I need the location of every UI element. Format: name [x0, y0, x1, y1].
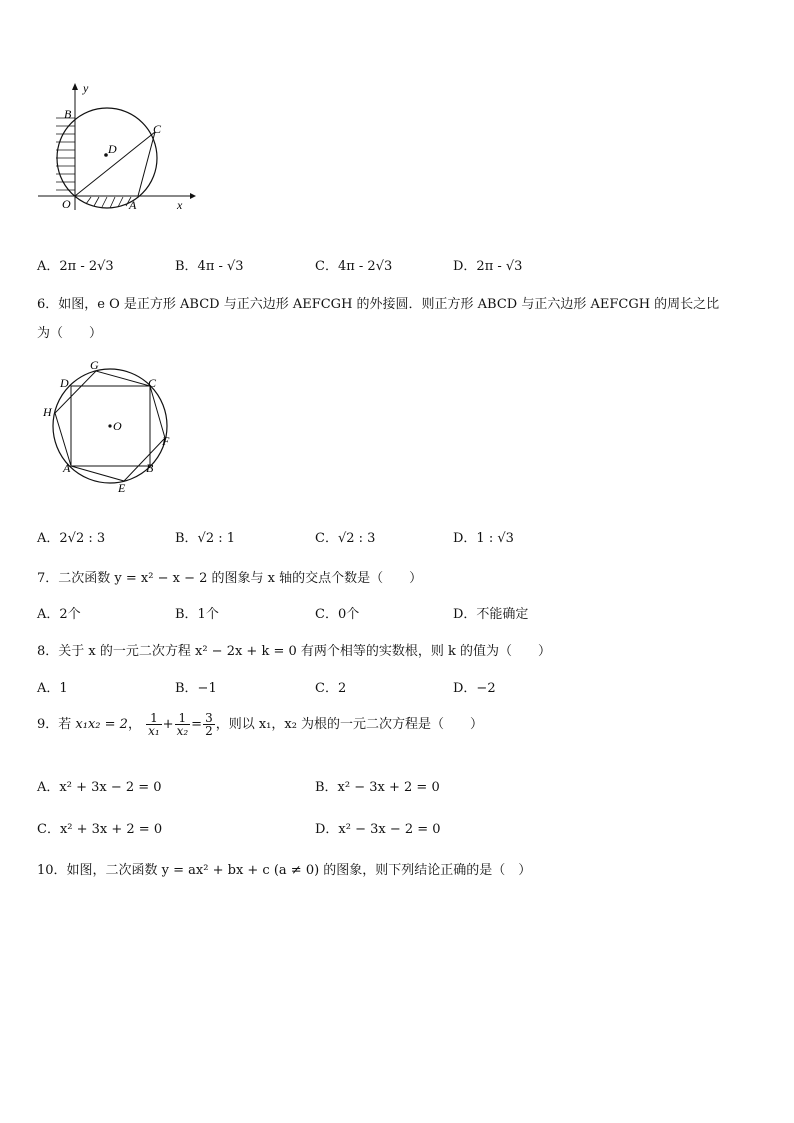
q7-option-b[interactable]: B．1个	[175, 607, 219, 622]
q5-option-c[interactable]: C．4π - 2√3	[315, 259, 393, 274]
label-O: O	[62, 197, 71, 211]
q7-option-d[interactable]: D．不能确定	[453, 607, 529, 622]
label-A: A	[129, 198, 137, 212]
q9-option-b[interactable]: B．x² − 3x + 2 = 0	[315, 780, 440, 795]
label-B: B	[64, 107, 72, 121]
label-x: x	[177, 198, 183, 212]
figure-circle-shaded	[36, 78, 206, 218]
label-E: E	[118, 481, 126, 495]
figure-square-hexagon	[38, 356, 188, 496]
label-B: B	[146, 461, 154, 475]
q9-sep: ，	[127, 717, 141, 732]
label-A: A	[63, 461, 71, 475]
q9-frac2: $\frac{1}{\text{x₂}}$	[176, 711, 189, 738]
q6-option-a[interactable]: A．2√2 : 3	[37, 531, 106, 546]
label-H: H	[43, 405, 52, 419]
q8-text: 8．关于 x 的一元二次方程 x² − 2x + k = 0 有两个相等的实数根，则 k 的值为（ ）	[37, 644, 552, 659]
q6-text-line2: 为（ ）	[37, 326, 103, 341]
q9-option-c[interactable]: C．x² + 3x + 2 = 0	[37, 822, 163, 837]
label-D: D	[60, 376, 69, 390]
q5-option-a[interactable]: A．2π - 2√3	[37, 259, 114, 274]
q6-option-c[interactable]: C．√2 : 3	[315, 531, 376, 546]
q6-option-d[interactable]: D．1 : √3	[453, 531, 514, 546]
q9-cond1: x₁x₂ = 2	[75, 717, 128, 732]
q9-option-d[interactable]: D．x² − 3x − 2 = 0	[315, 822, 441, 837]
label-C: C	[148, 376, 157, 390]
q5-option-b[interactable]: B．4π - √3	[175, 259, 244, 274]
q7-option-a[interactable]: A．2个	[37, 607, 81, 622]
label-y: y	[83, 81, 89, 95]
q9-option-a[interactable]: A．x² + 3x − 2 = 0	[37, 780, 162, 795]
q6-text-line1: 6．如图，e O 是正方形 ABCD 与正六边形 AEFCGH 的外接圆．则正方形 ABCD 与正六边形 AEFCGH 的周长之比	[37, 297, 720, 312]
q7-option-c[interactable]: C．0个	[315, 607, 360, 622]
q8-option-b[interactable]: B．−1	[175, 681, 217, 696]
label-O: O	[113, 419, 122, 433]
q7-text: 7．二次函数 y = x² − x − 2 的图象与 x 轴的交点个数是（ ）	[37, 571, 423, 586]
q9-prefix: 9．若	[37, 717, 72, 732]
q9-suffix: ，则以 x₁，x₂ 为根的一元二次方程是（ ）	[215, 717, 484, 732]
q6-option-b[interactable]: B．√2 : 1	[175, 531, 236, 546]
label-G: G	[90, 358, 99, 372]
q9-text: 9．若 x₁x₂ = 2， $\frac{1}{\text{x₁}}$ + $\frac{1}{\text{x₂}}$ = $\frac{3}{2}$ ，则以 x₁，x₂ 为根的一元二次方程是（ ）	[37, 711, 484, 738]
label-C: C	[153, 122, 162, 136]
label-F: F	[162, 434, 170, 448]
q8-option-c[interactable]: C．2	[315, 681, 347, 696]
q9-frac-rhs: $\frac{3}{2}$	[205, 711, 213, 738]
label-D: D	[108, 142, 117, 156]
q8-option-a[interactable]: A．1	[37, 681, 68, 696]
q8-option-d[interactable]: D．−2	[453, 681, 496, 696]
q5-option-d[interactable]: D．2π - √3	[453, 259, 523, 274]
q9-frac1: $\frac{1}{\text{x₁}}$	[148, 711, 160, 738]
q10-text: 10．如图，二次函数 y = ax² + bx + c (a ≠ 0) 的图象，则下列结论正确的是（ ）	[37, 863, 532, 878]
